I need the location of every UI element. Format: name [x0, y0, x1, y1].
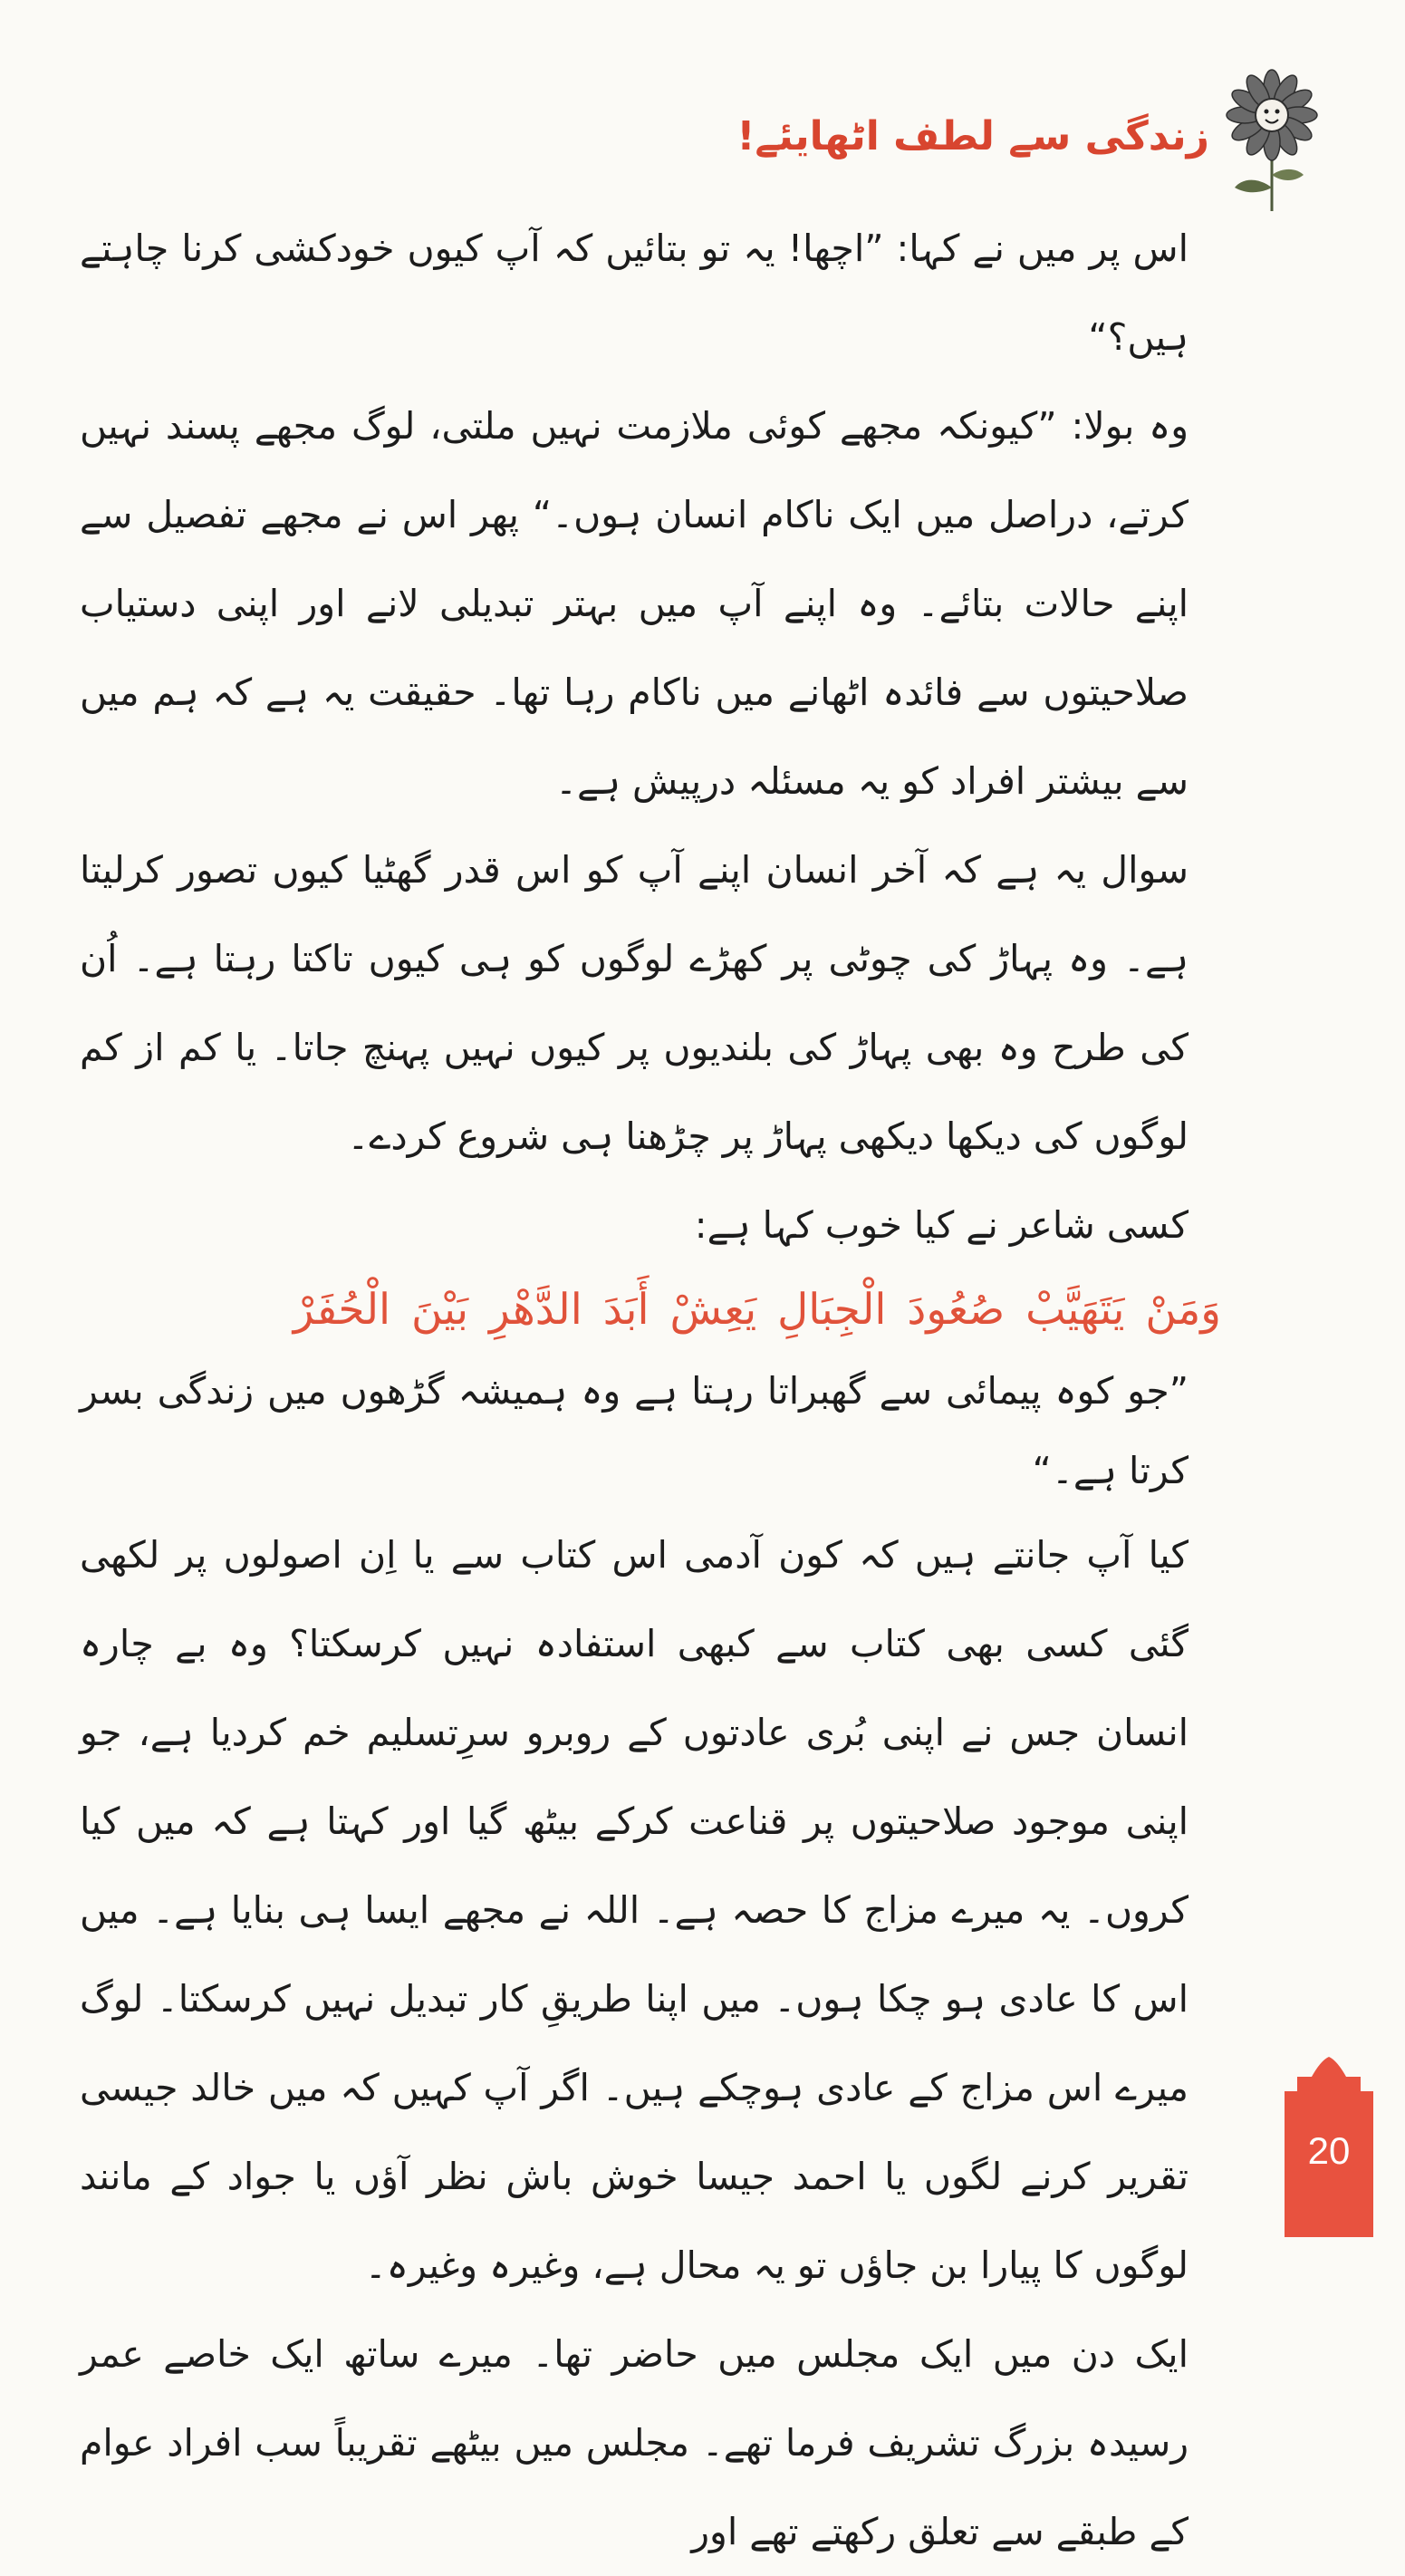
- paragraph: کیا آپ جانتے ہیں کہ کون آدمی اس کتاب سے یا اِن اصولوں پر لکھی گئی کسی بھی کتاب سے کبھی استفادہ نہیں کرسکتا؟ وہ بے چارہ انسان جس نے اپنی بُری عادتوں کے روبرو سرِتسلیم خم کردیا ہے، جو اپنی موجود صلاحیتوں پر قناعت کرکے بیٹھ گیا اور کہتا ہے کہ میں کیا کروں۔ یہ میرے مزاج کا حصہ ہے۔ اللہ نے مجھے ایسا ہی بنایا ہے۔ میں اس کا عادی ہو چکا ہوں۔ میں اپنا طریقِ کار تبدیل نہیں کرسکتا۔ لوگ میرے اس مزاج کے عادی ہوچکے ہیں۔ اگر آپ کہیں کہ میں خالد جیسی تقریر کرنے لگوں یا احمد جیسا خوش باش نظر آؤں یا جواد کے مانند لوگوں کا پیارا بن جاؤں تو یہ محال ہے، وغیرہ وغیرہ۔: [80, 1533, 1188, 2287]
- paragraph: اس پر میں نے کہا: ”اچھا! یہ تو بتائیں کہ آپ کیوں خودکشی کرنا چاہتے ہیں؟“: [80, 227, 1188, 359]
- paragraph: کسی شاعر نے کیا خوب کہا ہے:: [694, 1203, 1188, 1247]
- paragraph: ایک دن میں ایک مجلس میں حاضر تھا۔ میرے ساتھ ایک خاصے عمر رسیدہ بزرگ تشریف فرما تھے۔ مجلس میں بیٹھے تقریباً سب افراد عوام کے طبقے سے تعلق رکھتے تھے اور: [80, 2332, 1188, 2553]
- flower-icon: [1218, 68, 1325, 213]
- page-header: [736, 50, 1325, 204]
- running-title: زندگی سے لطف اٹھایئے!: [736, 113, 1209, 159]
- page-number: 20: [1307, 2129, 1351, 2172]
- main-text: [80, 204, 1239, 2576]
- verse-translation: ”جو کوہ پیمائی سے گھبراتا رہتا ہے وہ ہمیشہ گڑھوں میں زندگی بسر کرتا ہے۔“: [80, 1369, 1188, 1492]
- paragraph: سوال یہ ہے کہ آخر انسان اپنے آپ کو اس قدر گھٹیا کیوں تصور کرلیتا ہے۔ وہ پہاڑ کی چوٹی پر کھڑے لوگوں کو ہی کیوں تاکتا رہتا ہے۔ اُن کی طرح وہ بھی پہاڑ کی بلندیوں پر کیوں نہیں پہنچ جاتا۔ یا کم از کم لوگوں کی دیکھا دیکھی پہاڑ پر چڑھنا ہی شروع کردے۔: [80, 848, 1188, 1158]
- arabic-verse: وَمَنْ يَتَهَيَّبْ صُعُودَ الْجِبَالِ يَعِشْ أَبَدَ الدَّهْرِ بَيْنَ الْحُفَرْ: [293, 1285, 1221, 1335]
- paragraph: وہ بولا: ”کیونکہ مجھے کوئی ملازمت نہیں ملتی، لوگ مجھے پسند نہیں کرتے، دراصل میں ایک ناکام انسان ہوں۔“ پھر اس نے مجھے تفصیل سے اپنے حالات بتائے۔ وہ اپنے آپ میں بہتر تبدیلی لانے اور اپنی دستیاب صلاحیتوں سے فائدہ اٹھانے میں ناکام رہا تھا۔ حقیقت یہ ہے کہ ہم میں سے بیشتر افراد کو یہ مسئلہ درپیش ہے۔: [80, 404, 1188, 803]
